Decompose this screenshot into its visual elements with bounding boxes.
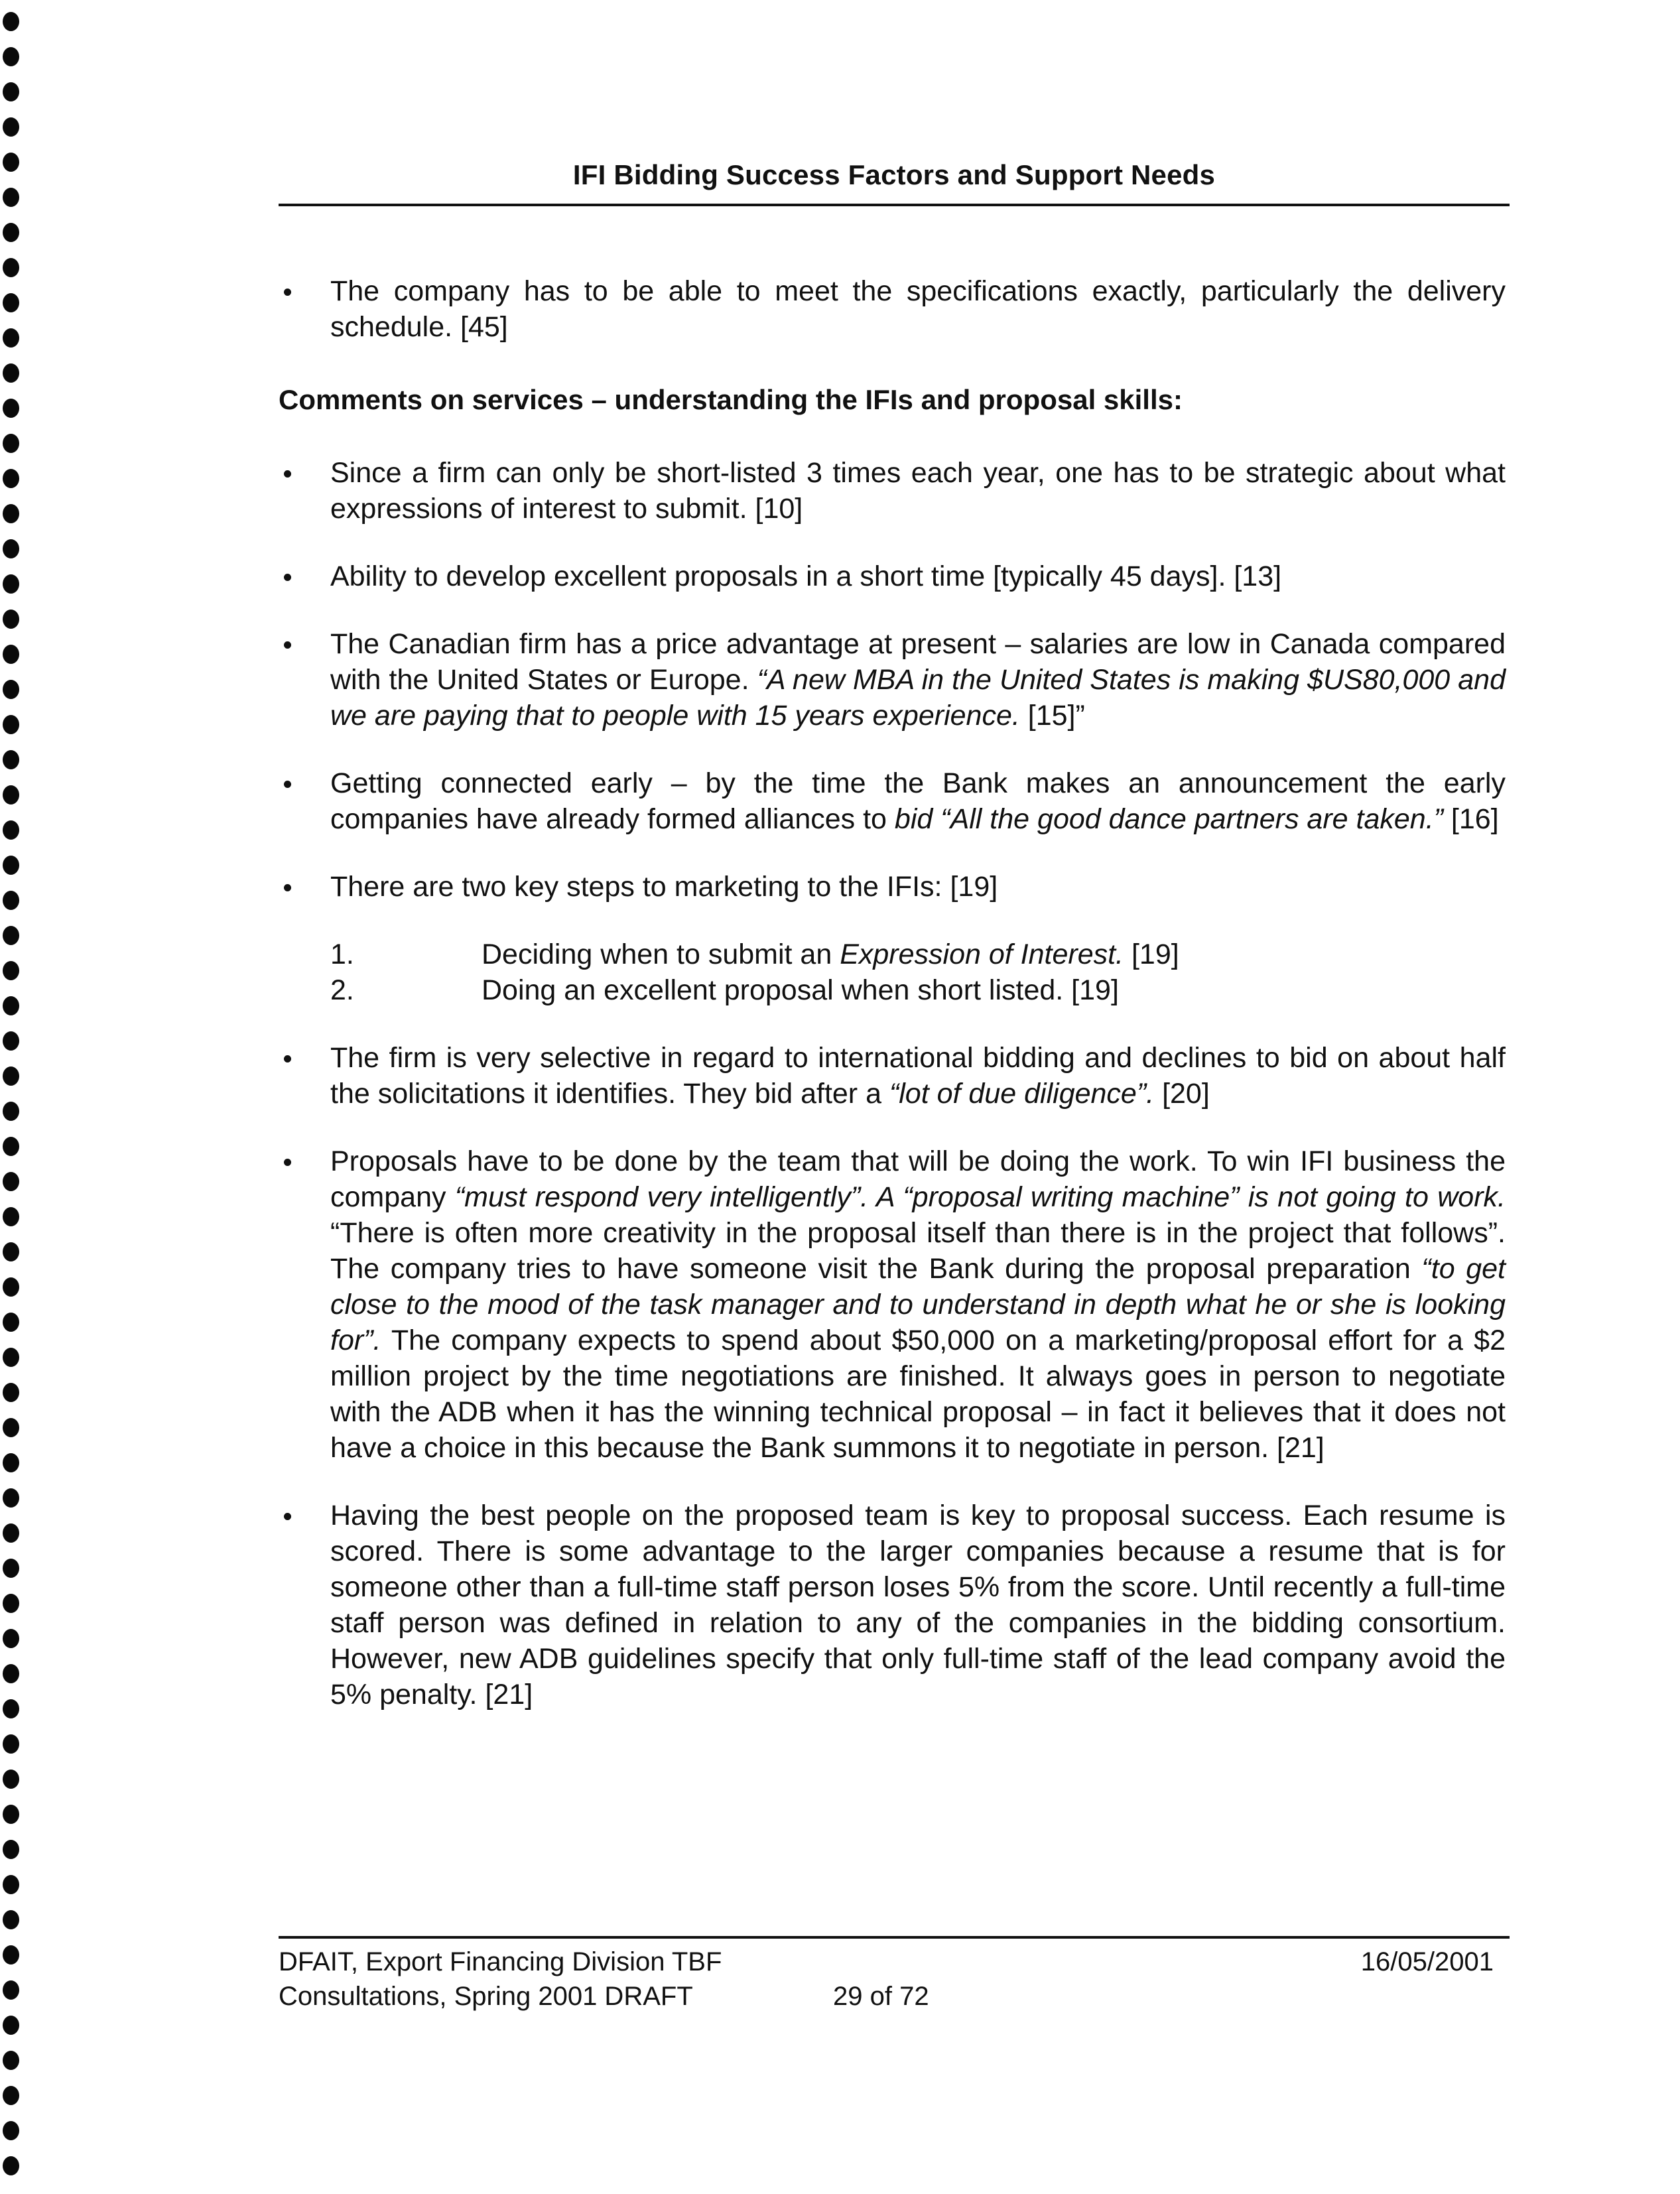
bullet-text: Proposals have to be done by the team that will be doing the work. To win IFI business the company — [330, 1145, 1506, 1213]
bullet-item — [279, 1498, 1506, 1712]
numbered-list-item — [330, 936, 1506, 972]
binding-hole — [3, 1980, 19, 2000]
binding-hole — [3, 1805, 19, 1824]
binding-hole — [3, 539, 19, 558]
bullet-item — [279, 1040, 1506, 1112]
binding-hole — [3, 223, 19, 242]
binding-hole — [3, 1418, 19, 1437]
bullet-text: There are two key steps to marketing to the IFIs: [19] — [330, 871, 998, 903]
binding-hole — [3, 399, 19, 418]
bullet-dot — [284, 781, 291, 788]
bullet-dot — [284, 574, 291, 581]
binding-hole — [3, 961, 19, 980]
bullet-dot — [284, 289, 291, 296]
list-text: Deciding when to submit an — [482, 938, 840, 970]
bullet-quote: “to get close to the mood of the task manager and to understand in depth what he or she is looking for”. — [330, 1253, 1506, 1356]
bullet-quote: “A new MBA in the United States is making $US80,000 and we are paying that to people with 15 years experience. — [330, 664, 1506, 732]
binding-hole — [3, 1910, 19, 1929]
bullet-item — [279, 273, 1506, 345]
binding-hole — [3, 1594, 19, 1613]
bullet-text: Getting connected early – by the time the Bank makes an announcement the early companies have already formed alliances to — [330, 767, 1506, 835]
binding-hole — [3, 1383, 19, 1402]
binding-hole — [3, 363, 19, 383]
list-text-italic: Expression of Interest. — [840, 938, 1124, 970]
bullet-dot — [284, 1159, 291, 1166]
binding-hole — [3, 891, 19, 910]
binding-hole — [3, 1137, 19, 1156]
bullet-dot — [284, 1513, 291, 1520]
binding-hole — [3, 117, 19, 137]
binding-hole — [3, 1242, 19, 1261]
binding-hole — [3, 1559, 19, 1578]
binding-hole — [3, 610, 19, 629]
bullet-text: Having the best people on the proposed team is key to proposal success. Each resume is scored. There is some advantage to the larger companies because a resume that is for someone other than a full-time staff person loses 5% from the score. Until recently a full-time staff person was defined in relation to any of the companies in the bidding consortium. However, new ADB guidelines specify that only full-time staff of the lead company avoid the 5% penalty. [21] — [330, 1500, 1506, 1710]
binding-hole — [3, 504, 19, 523]
binding-hole — [3, 1629, 19, 1648]
binding-hole — [3, 1031, 19, 1051]
footer-line-2: Consultations, Spring 2001 DRAFT — [279, 1982, 693, 2011]
bullet-text: Since a firm can only be short-listed 3 times each year, one has to be strategic about what expressions of interest to submit. [10] — [330, 457, 1506, 525]
binding-hole — [3, 293, 19, 312]
binding-hole — [3, 680, 19, 699]
bullet-item — [279, 1143, 1506, 1466]
binding-hole — [3, 2016, 19, 2035]
binding-hole — [3, 1453, 19, 1472]
binding-hole — [3, 645, 19, 664]
binding-hole — [3, 926, 19, 945]
bullet-item — [279, 869, 1506, 905]
list-number: 2. — [330, 974, 354, 1006]
binding-hole — [3, 2051, 19, 2070]
binding-hole — [3, 856, 19, 875]
binding-hole — [3, 1945, 19, 1965]
binding-hole — [3, 1875, 19, 1894]
binding-hole — [3, 2086, 19, 2105]
bullet-quote: bid “All the good dance partners are taken.” — [894, 803, 1443, 835]
binding-hole — [3, 1488, 19, 1508]
binding-hole — [3, 469, 19, 488]
footer-rule — [279, 1936, 1510, 1939]
bullet-dot — [284, 884, 291, 891]
bullet-text: The firm is very selective in regard to international bidding and declines to bid on about half the solicitations it identifies. They bid after a — [330, 1042, 1506, 1110]
binding-hole — [3, 574, 19, 594]
bullet-dot — [284, 641, 291, 649]
bullet-text: The company has to be able to meet the specifications exactly, particularly the delivery schedule. [45] — [330, 275, 1506, 343]
section-heading: Comments on services – understanding the IFIs and proposal skills: — [279, 384, 1183, 415]
bullet-quote: “lot of due diligence”. — [889, 1078, 1155, 1110]
binding-hole — [3, 2121, 19, 2140]
footer-source — [279, 1945, 722, 2014]
bullet-citation: [15]” — [1019, 700, 1085, 732]
binding-hole — [3, 1066, 19, 1086]
binding-hole — [3, 996, 19, 1015]
binding-hole — [3, 1313, 19, 1332]
list-text: Doing an excellent proposal when short listed. [19] — [482, 974, 1119, 1006]
bullet-dot — [284, 470, 291, 478]
binding-hole — [3, 1102, 19, 1121]
bullet-dot — [284, 1055, 291, 1063]
binding-holes — [0, 0, 27, 2194]
binding-hole — [3, 1207, 19, 1226]
footer-date: 16/05/2001 — [1360, 1947, 1494, 1976]
binding-hole — [3, 785, 19, 805]
page-number: 29 of 72 — [833, 1982, 929, 2011]
bullet-item — [279, 626, 1506, 734]
binding-hole — [3, 12, 19, 31]
bullet-text: The Canadian firm has a price advantage at present – salaries are low in Canada compared with the United States or Europe. — [330, 628, 1506, 696]
binding-hole — [3, 82, 19, 101]
binding-hole — [3, 750, 19, 769]
binding-hole — [3, 47, 19, 66]
bullet-item — [279, 455, 1506, 527]
numbered-list-item — [330, 972, 1506, 1008]
binding-hole — [3, 2156, 19, 2175]
binding-hole — [3, 1523, 19, 1543]
bullet-text-continued: “There is often more creativity in the proposal itself than there is in the project that follows”. The company tries to have someone visit the Bank during the proposal preparation — [330, 1217, 1506, 1285]
document-body — [279, 273, 1506, 1712]
binding-hole — [3, 153, 19, 172]
bullet-citation: [20] — [1154, 1078, 1210, 1110]
bullet-item — [279, 558, 1506, 594]
bullet-item — [279, 765, 1506, 837]
bullet-citation: [16] — [1443, 803, 1499, 835]
footer-line-1: DFAIT, Export Financing Division TBF — [279, 1947, 722, 1976]
list-number: 1. — [330, 938, 354, 970]
bullet-text-continued: The company expects to spend about $50,000 on a marketing/proposal effort for a $2 million project by the time negotiations are finished. It always goes in person to negotiate with the ADB when it has the winning technical proposal – in fact it believes that it does not have a choice in this because the Bank summons it to negotiate in person. [21] — [330, 1324, 1506, 1464]
binding-hole — [3, 258, 19, 277]
bullet-text: Ability to develop excellent proposals in a short time [typically 45 days]. [13] — [330, 560, 1282, 592]
binding-hole — [3, 1277, 19, 1297]
bullet-quote: “must respond very intelligently”. A “proposal writing machine” is not going to work. — [454, 1181, 1506, 1213]
page-header-title: IFI Bidding Success Factors and Support Needs — [572, 159, 1216, 190]
binding-hole — [3, 820, 19, 840]
binding-hole — [3, 1734, 19, 1754]
numbered-list — [279, 936, 1506, 1008]
binding-hole — [3, 1348, 19, 1367]
binding-hole — [3, 328, 19, 348]
header-rule — [279, 204, 1510, 206]
binding-hole — [3, 1770, 19, 1789]
binding-hole — [3, 434, 19, 453]
binding-hole — [3, 1840, 19, 1859]
list-citation: [19] — [1124, 938, 1179, 970]
binding-hole — [3, 1664, 19, 1683]
binding-hole — [3, 1699, 19, 1718]
binding-hole — [3, 715, 19, 734]
binding-hole — [3, 188, 19, 207]
binding-hole — [3, 1172, 19, 1191]
